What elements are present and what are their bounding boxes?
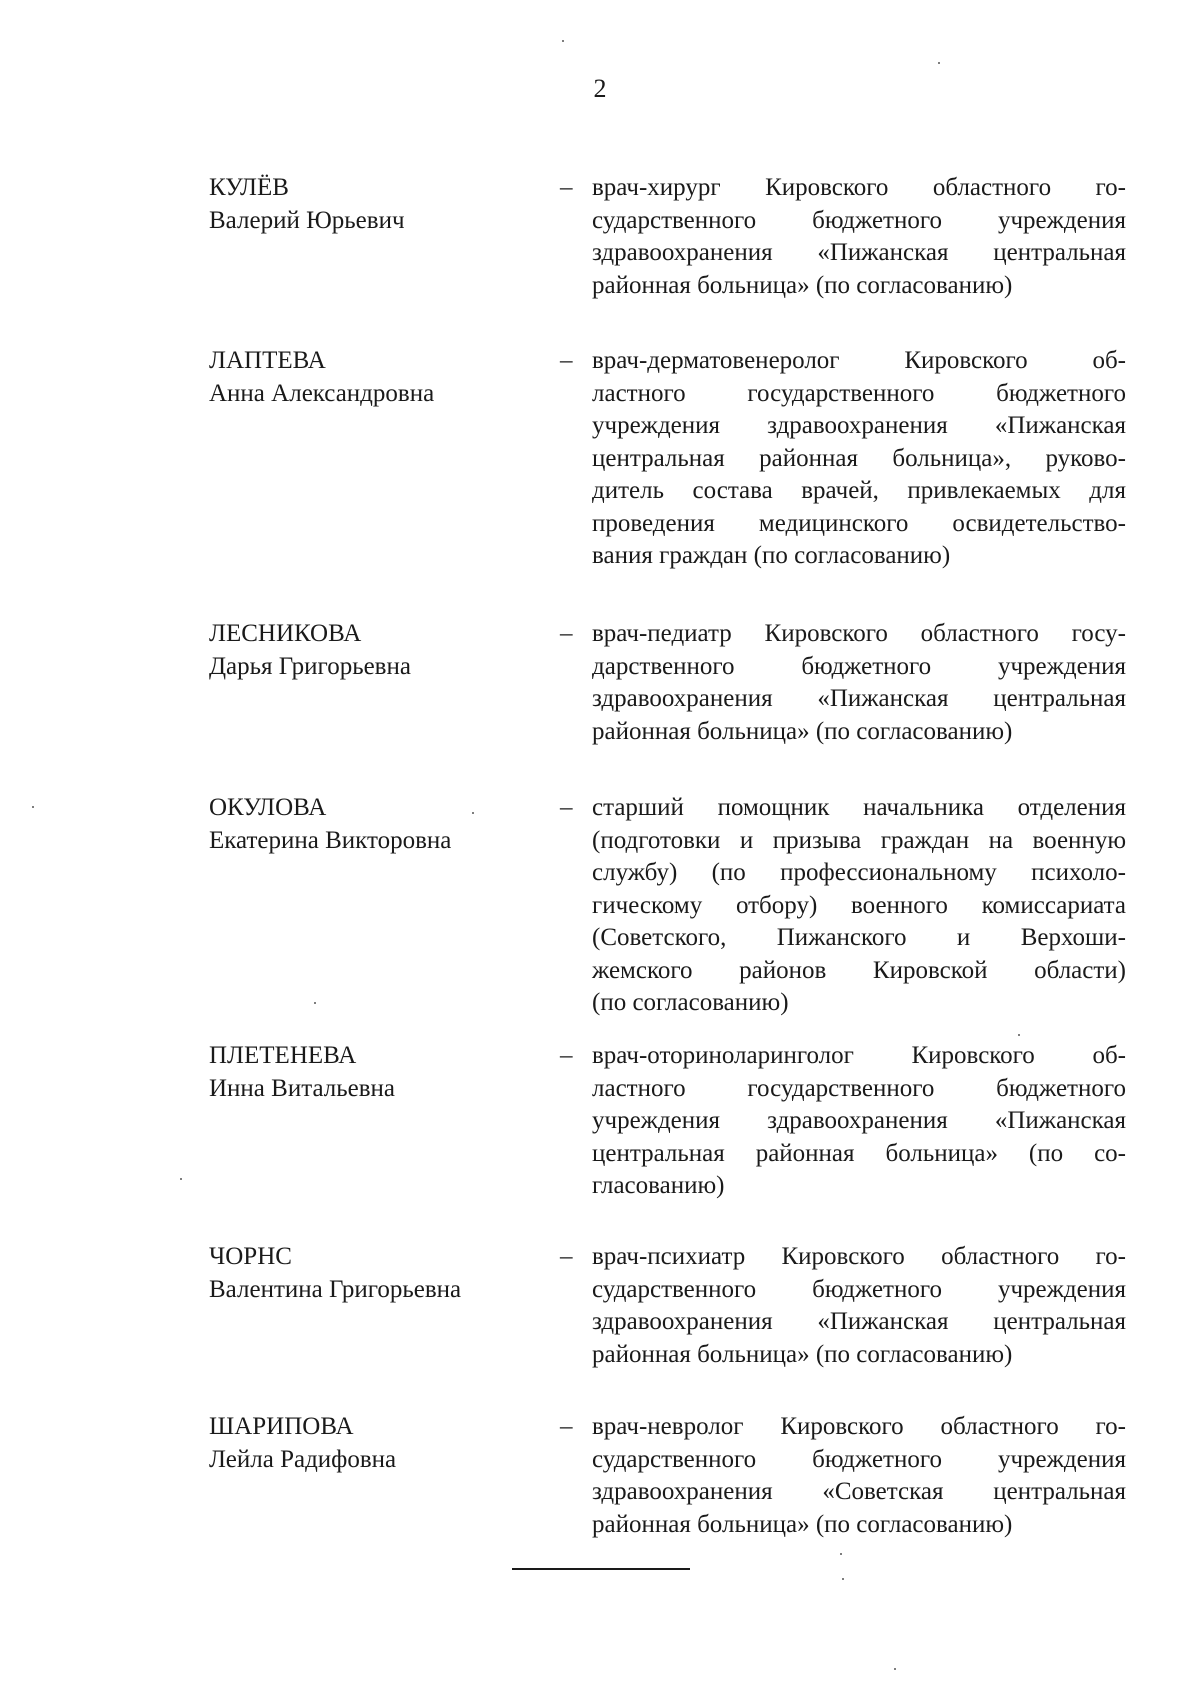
position-line: районная больница» (по согласованию) bbox=[592, 1340, 1013, 1368]
position-line: службу) (по профессиональному психоло- bbox=[592, 859, 1126, 886]
position-line: врач-психиатр Кировского областного го- bbox=[592, 1243, 1126, 1270]
position-line: здравоохранения «Пижанская центральная bbox=[592, 239, 1126, 266]
entry-dash: – bbox=[560, 1042, 573, 1069]
member-position bbox=[592, 172, 1126, 302]
member-surname: ПЛЕТЕНЕВА bbox=[209, 1042, 357, 1069]
member-name-block bbox=[209, 618, 539, 683]
member-name-block bbox=[209, 345, 539, 410]
position-line: сударственного бюджетного учреждения bbox=[592, 1275, 1126, 1303]
scan-speck bbox=[842, 1578, 844, 1580]
member-given-names: Анна Александровна bbox=[209, 379, 435, 407]
member-surname: ЧОРНС bbox=[209, 1243, 292, 1270]
scan-speck bbox=[938, 62, 940, 64]
member-surname: КУЛЁВ bbox=[209, 174, 289, 201]
member-given-names: Валерий Юрьевич bbox=[209, 206, 405, 234]
member-surname: ОКУЛОВА bbox=[209, 794, 327, 821]
scan-speck bbox=[32, 806, 34, 808]
member-position bbox=[592, 1040, 1126, 1203]
position-line: здравоохранения «Советская центральная bbox=[592, 1478, 1126, 1505]
position-line: (подготовки и призыва граждан на военную bbox=[592, 826, 1126, 854]
position-line: сударственного бюджетного учреждения bbox=[592, 206, 1126, 234]
scan-speck bbox=[840, 1553, 842, 1555]
member-position bbox=[592, 345, 1126, 573]
position-line: жемского районов Кировской области) bbox=[592, 956, 1126, 984]
member-given-names: Екатерина Викторовна bbox=[209, 826, 452, 854]
scan-speck bbox=[894, 1668, 896, 1670]
position-line: районная больница» (по согласованию) bbox=[592, 1510, 1013, 1538]
position-line: ластного государственного бюджетного bbox=[592, 379, 1126, 407]
position-line: гласованию) bbox=[592, 1172, 725, 1199]
position-line: здравоохранения «Пижанская центральная bbox=[592, 1308, 1126, 1335]
position-line: врач-хирург Кировского областного го- bbox=[592, 174, 1126, 201]
member-surname: ШАРИПОВА bbox=[209, 1413, 354, 1440]
position-line: врач-дерматовенеролог Кировского об- bbox=[592, 347, 1126, 374]
entry-dash: – bbox=[560, 620, 573, 647]
position-line: учреждения здравоохранения «Пижанская bbox=[592, 1107, 1126, 1134]
page-number: 2 bbox=[593, 74, 607, 103]
position-line: здравоохранения «Пижанская центральная bbox=[592, 685, 1126, 712]
member-position bbox=[592, 618, 1126, 748]
entry-dash: – bbox=[560, 794, 573, 821]
scan-speck bbox=[562, 40, 564, 42]
member-name-block bbox=[209, 1411, 539, 1476]
member-position bbox=[592, 1411, 1126, 1541]
member-position bbox=[592, 1241, 1126, 1371]
position-line: дарственного бюджетного учреждения bbox=[592, 652, 1126, 680]
position-line: проведения медицинского освидетельство- bbox=[592, 509, 1126, 537]
position-line: (по согласованию) bbox=[592, 989, 789, 1016]
entry-dash: – bbox=[560, 1413, 573, 1440]
scan-speck bbox=[314, 1002, 316, 1004]
member-name-block bbox=[209, 792, 539, 857]
member-surname: ЛАПТЕВА bbox=[209, 347, 326, 374]
position-line: врач-невролог Кировского областного го- bbox=[592, 1413, 1126, 1440]
member-name-block bbox=[209, 1040, 539, 1105]
member-given-names: Валентина Григорьевна bbox=[209, 1275, 462, 1303]
scan-speck bbox=[180, 1178, 182, 1180]
member-name-block bbox=[209, 172, 539, 237]
member-name-block bbox=[209, 1241, 539, 1306]
position-line: центральная районная больница», руково- bbox=[592, 444, 1126, 472]
position-line: районная больница» (по согласованию) bbox=[592, 271, 1013, 299]
position-line: дитель состава врачей, привлекаемых для bbox=[592, 477, 1126, 504]
position-line: врач-педиатр Кировского областного госу- bbox=[592, 620, 1126, 647]
member-given-names: Лейла Радифовна bbox=[209, 1445, 397, 1473]
position-line: гическому отбору) военного комиссариата bbox=[592, 891, 1126, 919]
position-line: ластного государственного бюджетного bbox=[592, 1074, 1126, 1102]
scan-speck bbox=[472, 812, 474, 814]
position-line: сударственного бюджетного учреждения bbox=[592, 1445, 1126, 1473]
member-surname: ЛЕСНИКОВА bbox=[209, 620, 362, 647]
end-of-list-rule bbox=[512, 1568, 690, 1570]
position-line: учреждения здравоохранения «Пижанская bbox=[592, 412, 1126, 439]
position-line: районная больница» (по согласованию) bbox=[592, 717, 1013, 745]
member-position bbox=[592, 792, 1126, 1020]
entry-dash: – bbox=[560, 347, 573, 374]
position-line: врач-оториноларинголог Кировского об- bbox=[592, 1042, 1126, 1069]
member-given-names: Инна Витальевна bbox=[209, 1074, 396, 1102]
position-line: центральная районная больница» (по со- bbox=[592, 1139, 1126, 1167]
position-line: старший помощник начальника отделения bbox=[592, 794, 1126, 821]
entry-dash: – bbox=[560, 1243, 573, 1270]
entry-dash: – bbox=[560, 174, 573, 201]
position-line: вания граждан (по согласованию) bbox=[592, 542, 951, 569]
scan-speck bbox=[1018, 1034, 1020, 1036]
member-given-names: Дарья Григорьевна bbox=[209, 652, 411, 680]
position-line: (Советского, Пижанского и Верхоши- bbox=[592, 924, 1126, 951]
